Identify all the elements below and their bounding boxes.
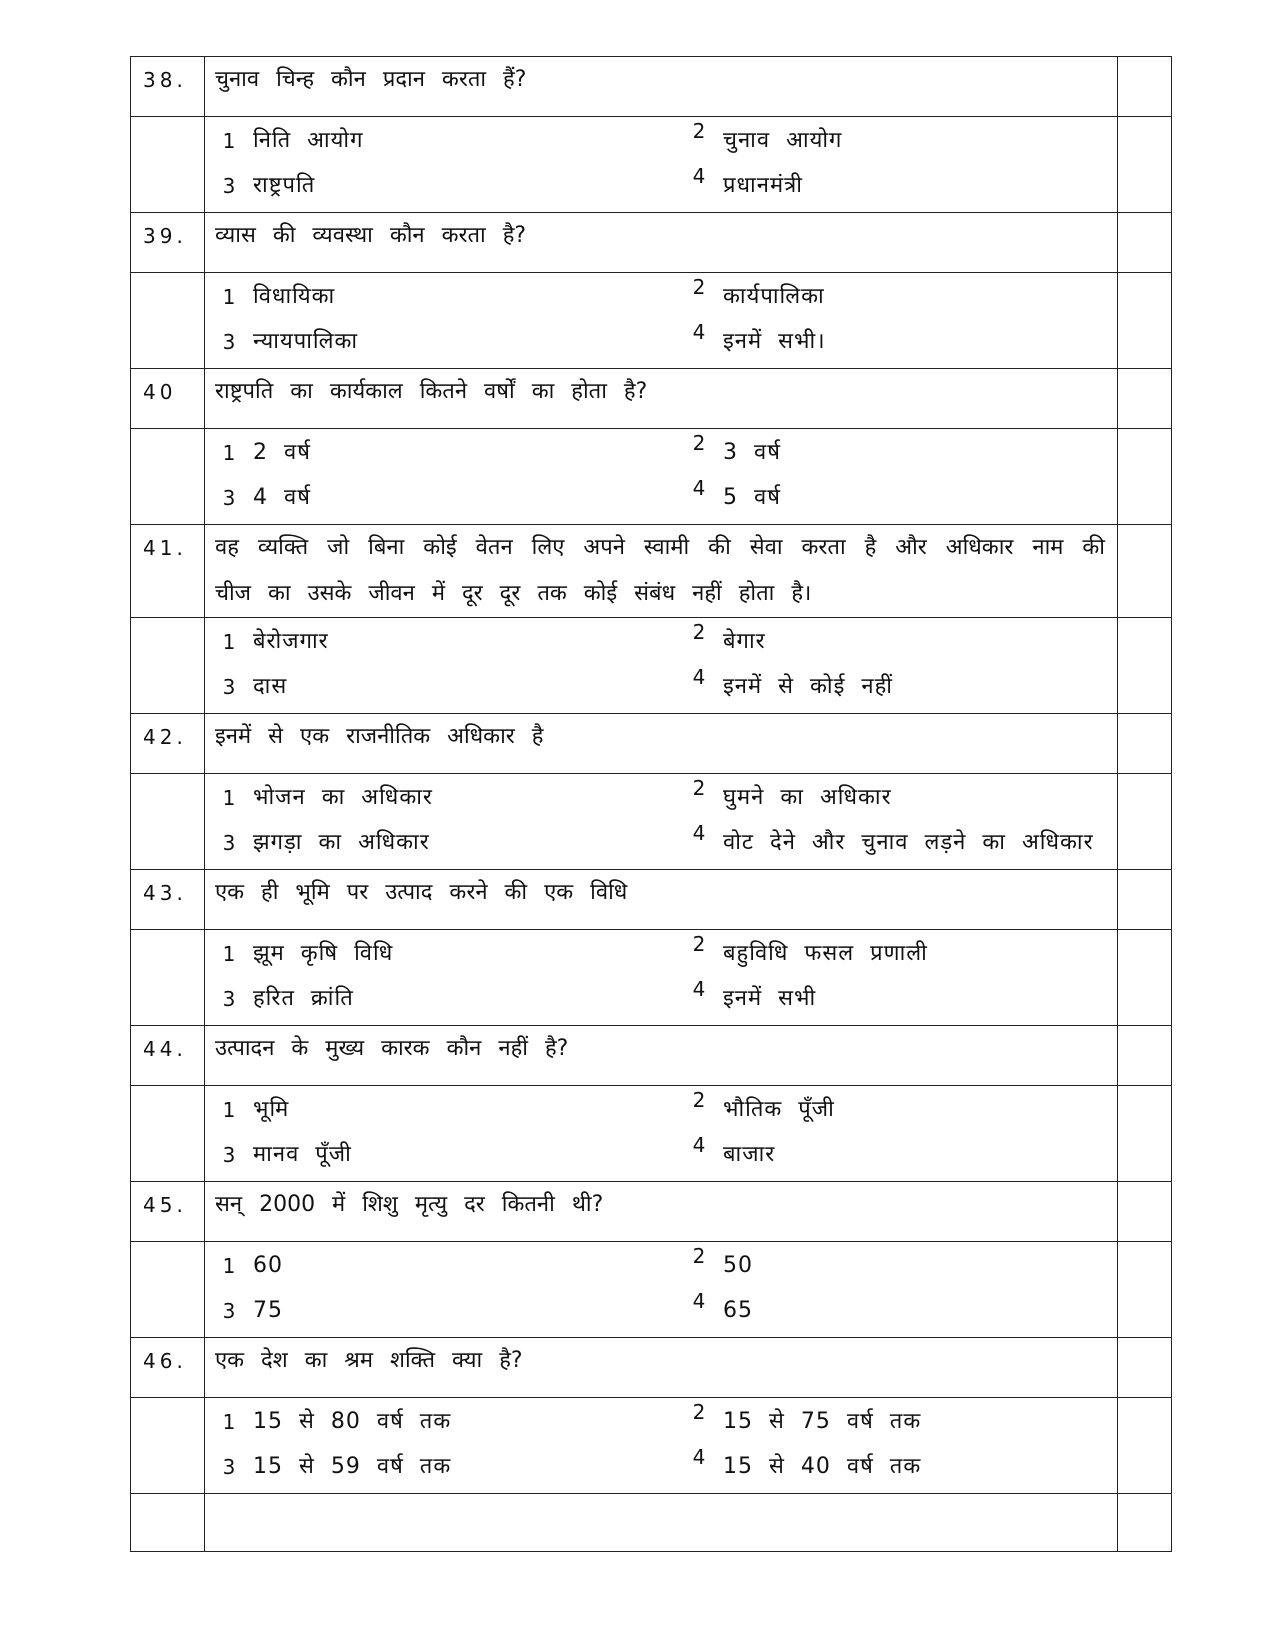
options-line [205,931,1117,976]
option-text: बहुविधि फसल प्रणाली [723,940,928,966]
marks-cell [1118,1338,1172,1398]
options-line [205,319,1117,364]
question-number: 46. [131,1338,205,1398]
option-text: बेरोजगार [253,628,329,654]
option-item [205,932,675,976]
option-number: 3 [222,830,236,855]
question-text: चुनाव चिन्ह कौन प्रदान करता हैं? [205,57,1118,117]
options-list [205,1086,1117,1181]
marks-cell [1118,714,1172,774]
question-number: 39. [131,213,205,273]
question-text: राष्ट्रपति का कार्यकाल कितने वर्षों का होता है? [205,369,1118,429]
option-item [675,665,1095,709]
option-item [675,776,1095,820]
options-line [205,1444,1117,1489]
options-number-cell [131,1398,205,1494]
option-text: घुमने का अधिकार [723,784,892,810]
question-text: एक ही भूमि पर उत्पाद करने की एक विधि [205,870,1118,930]
option-number: 4 [692,664,706,689]
option-item [675,1133,1095,1177]
options-cell [205,273,1118,369]
option-text: 2 वर्ष [253,439,311,465]
option-item [675,620,1095,664]
option-text: चुनाव आयोग [723,127,843,153]
option-item [205,665,675,709]
option-text: राष्ट्रपति [253,172,316,198]
option-item [205,1445,675,1489]
option-item [205,275,675,319]
option-number: 3 [222,1298,236,1323]
option-item [675,431,1095,475]
option-item [675,977,1095,1021]
question-text: उत्पादन के मुख्य कारक कौन नहीं है? [205,1026,1118,1086]
option-item [675,164,1095,208]
option-text: झूम कृषि विधि [253,940,394,966]
option-text: 75 [253,1297,283,1323]
option-text: मानव पूँजी [253,1141,352,1167]
option-item [205,821,675,865]
option-item [205,320,675,364]
empty-cell [205,1494,1118,1552]
option-number: 2 [692,430,706,455]
options-line [205,430,1117,475]
option-number: 2 [692,775,706,800]
options-cell [205,930,1118,1026]
option-number: 2 [692,619,706,644]
marks-cell [1118,1242,1172,1338]
options-number-cell [131,930,205,1026]
option-number: 2 [692,118,706,143]
options-cell [205,429,1118,525]
option-number: 2 [692,274,706,299]
options-row [131,618,1172,714]
option-item [675,1445,1095,1489]
empty-cell [131,1494,205,1552]
option-item [675,932,1095,976]
question-number: 45. [131,1182,205,1242]
question-row [131,369,1172,429]
option-text: वोट देने और चुनाव लड़ने का अधिकार [723,829,1094,855]
options-list [205,273,1117,368]
option-number: 1 [222,128,236,153]
options-line [205,274,1117,319]
question-text: वह व्यक्ति जो बिना कोई वेतन लिए अपने स्वामी की सेवा करता है और अधिकार नाम की चीज का उसके जीवन में दूर दूर तक कोई संबंध नहीं होता है। [205,525,1118,618]
option-item [205,1088,675,1132]
option-item [675,476,1095,520]
options-line [205,775,1117,820]
option-item [205,776,675,820]
options-line [205,664,1117,709]
option-item [205,620,675,664]
question-text: व्यास की व्यवस्था कौन करता है? [205,213,1118,273]
marks-cell [1118,930,1172,1026]
options-number-cell [131,429,205,525]
option-text: बाजार [723,1141,776,1167]
option-text: भौतिक पूँजी [723,1096,835,1122]
marks-cell [1118,369,1172,429]
marks-cell [1118,213,1172,273]
options-row [131,117,1172,213]
option-number: 2 [692,1399,706,1424]
empty-cell [1118,1494,1172,1552]
option-number: 1 [222,1253,236,1278]
option-number: 1 [222,1097,236,1122]
option-number: 3 [222,173,236,198]
option-number: 1 [222,629,236,654]
option-number: 2 [692,1087,706,1112]
options-line [205,619,1117,664]
question-number: 41. [131,525,205,618]
options-cell [205,774,1118,870]
option-item [205,164,675,208]
option-number: 1 [222,941,236,966]
options-row [131,1242,1172,1338]
options-cell [205,618,1118,714]
options-list [205,429,1117,524]
options-list [205,774,1117,869]
options-line [205,475,1117,520]
question-row [131,1338,1172,1398]
option-text: 50 [723,1252,753,1278]
option-number: 2 [692,931,706,956]
empty-row [131,1494,1172,1552]
option-number: 3 [222,329,236,354]
option-item [205,1244,675,1288]
options-cell [205,117,1118,213]
option-number: 4 [692,820,706,845]
marks-cell [1118,618,1172,714]
question-number: 38. [131,57,205,117]
marks-cell [1118,1026,1172,1086]
option-text: इनमें से कोई नहीं [723,673,894,699]
options-list [205,1398,1117,1493]
option-item [675,1088,1095,1132]
option-number: 1 [222,440,236,465]
option-text: 4 वर्ष [253,484,311,510]
question-row [131,1026,1172,1086]
question-row [131,714,1172,774]
option-number: 3 [222,1454,236,1479]
option-number: 4 [692,475,706,500]
option-number: 4 [692,1288,706,1313]
option-item [205,119,675,163]
options-line [205,1243,1117,1288]
option-text: विधायिका [253,283,336,309]
marks-cell [1118,429,1172,525]
option-text: हरित क्रांति [253,985,354,1011]
options-number-cell [131,273,205,369]
option-number: 3 [222,986,236,1011]
options-row [131,1398,1172,1494]
options-row [131,429,1172,525]
options-cell [205,1398,1118,1494]
option-text: 3 वर्ष [723,439,781,465]
option-text: 15 से 75 वर्ष तक [723,1408,922,1434]
options-number-cell [131,618,205,714]
options-row [131,273,1172,369]
options-line [205,1132,1117,1177]
question-table [130,56,1172,1552]
options-number-cell [131,1086,205,1182]
option-item [675,1289,1095,1333]
options-row [131,774,1172,870]
option-text: बेगार [723,628,766,654]
option-number: 4 [692,1132,706,1157]
options-list [205,930,1117,1025]
option-item [675,1400,1095,1444]
options-number-cell [131,117,205,213]
question-row [131,1182,1172,1242]
option-text: न्यायपालिका [253,328,359,354]
question-text: सन् 2000 में शिशु मृत्यु दर कितनी थी? [205,1182,1118,1242]
option-item [205,1133,675,1177]
question-text: इनमें से एक राजनीतिक अधिकार है [205,714,1118,774]
option-number: 4 [692,1444,706,1469]
options-line [205,1288,1117,1333]
option-text: 15 से 80 वर्ष तक [253,1408,452,1434]
option-number: 3 [222,1142,236,1167]
options-line [205,1399,1117,1444]
option-item [675,275,1095,319]
marks-cell [1118,1398,1172,1494]
question-number: 42. [131,714,205,774]
option-item [675,119,1095,163]
option-text: दास [253,673,288,699]
options-cell [205,1242,1118,1338]
option-item [675,821,1095,865]
options-list [205,117,1117,212]
option-number: 3 [222,674,236,699]
option-item [205,977,675,1021]
options-list [205,618,1117,713]
options-line [205,1087,1117,1132]
options-line [205,118,1117,163]
marks-cell [1118,117,1172,213]
question-row [131,213,1172,273]
option-text: कार्यपालिका [723,283,825,309]
option-item [205,476,675,520]
question-row [131,525,1172,618]
option-text: झगड़ा का अधिकार [253,829,430,855]
options-line [205,163,1117,208]
question-row [131,57,1172,117]
option-text: निति आयोग [253,127,364,153]
marks-cell [1118,273,1172,369]
question-table-body [131,57,1172,1552]
option-number: 1 [222,785,236,810]
option-number: 2 [692,1243,706,1268]
options-row [131,1086,1172,1182]
option-item [675,1244,1095,1288]
question-row [131,870,1172,930]
option-text: 5 वर्ष [723,484,781,510]
question-number: 40 [131,369,205,429]
option-text: इनमें सभी [723,985,817,1011]
marks-cell [1118,870,1172,930]
option-text: 15 से 40 वर्ष तक [723,1453,922,1479]
question-text: एक देश का श्रम शक्ति क्या है? [205,1338,1118,1398]
marks-cell [1118,774,1172,870]
options-row [131,930,1172,1026]
options-number-cell [131,1242,205,1338]
option-number: 4 [692,976,706,1001]
options-cell [205,1086,1118,1182]
option-number: 4 [692,319,706,344]
options-line [205,976,1117,1021]
options-number-cell [131,774,205,870]
question-number: 44. [131,1026,205,1086]
option-item [205,1400,675,1444]
option-text: 65 [723,1297,753,1323]
marks-cell [1118,525,1172,618]
option-text: इनमें सभी। [723,328,826,354]
options-line [205,820,1117,865]
option-item [675,320,1095,364]
option-text: भूमि [253,1096,290,1122]
marks-cell [1118,1086,1172,1182]
options-list [205,1242,1117,1337]
option-number: 3 [222,485,236,510]
option-number: 1 [222,1409,236,1434]
option-text: भोजन का अधिकार [253,784,433,810]
option-number: 1 [222,284,236,309]
option-text: 60 [253,1252,283,1278]
marks-cell [1118,1182,1172,1242]
marks-cell [1118,57,1172,117]
option-text: प्रधानमंत्री [723,172,803,198]
question-number: 43. [131,870,205,930]
option-text: 15 से 59 वर्ष तक [253,1453,452,1479]
option-item [205,1289,675,1333]
option-number: 4 [692,163,706,188]
option-item [205,431,675,475]
